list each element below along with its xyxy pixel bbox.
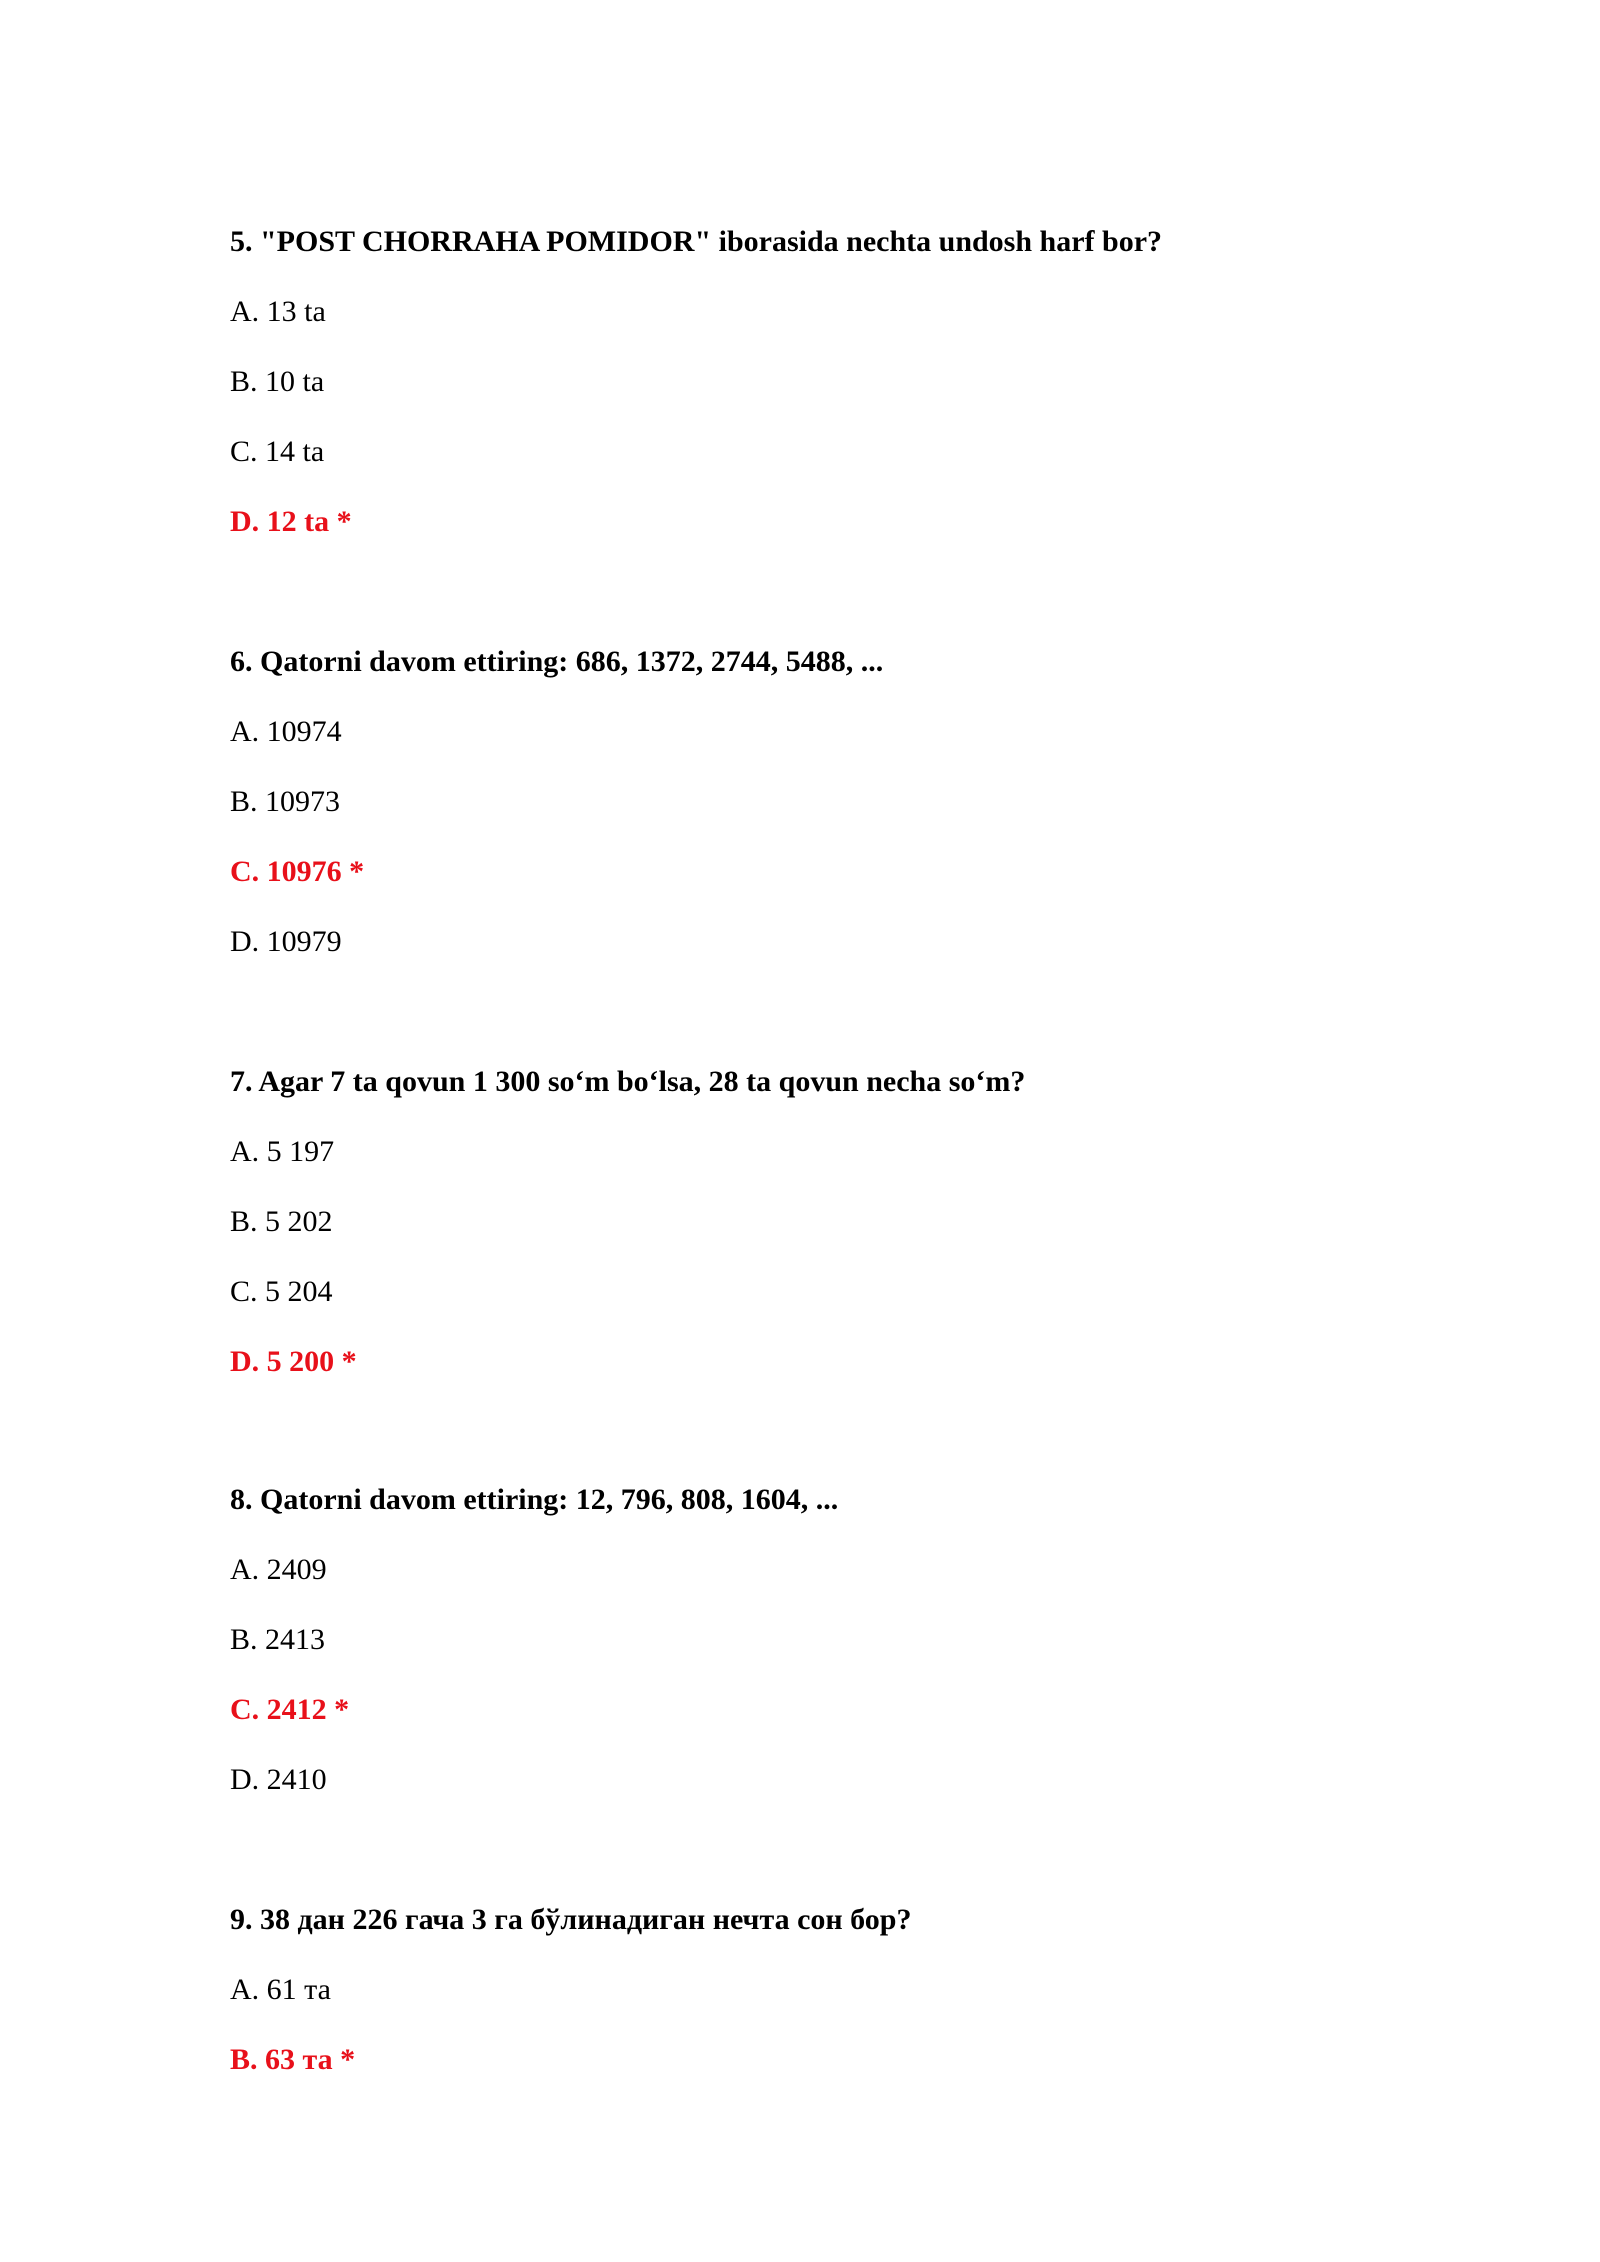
option-b-correct: B. 63 та * [230, 2043, 356, 2076]
option-d-correct: D. 5 200 * [230, 1345, 357, 1378]
question-6 [230, 644, 1470, 960]
question-7 [230, 1064, 1470, 1380]
option-c: C. 5 204 [230, 1275, 333, 1308]
option-a: A. 10974 [230, 715, 342, 748]
option-d: D. 2410 [230, 1763, 327, 1796]
option-a: A. 2409 [230, 1553, 327, 1586]
option-b: B. 5 202 [230, 1205, 333, 1238]
question-8 [230, 1482, 1470, 1798]
option-c-correct: C. 10976 * [230, 855, 365, 888]
option-b: B. 10 ta [230, 365, 325, 398]
option-b: B. 10973 [230, 785, 341, 818]
option-c: C. 14 ta [230, 435, 325, 468]
question-text: 7. Agar 7 ta qovun 1 300 so‘m bo‘lsa, 28 ta qovun necha so‘m? [230, 1065, 1026, 1098]
option-b: B. 2413 [230, 1623, 326, 1656]
option-d: D. 10979 [230, 925, 342, 958]
question-text: 9. 38 дан 226 гача 3 га бўлинадиган нечта сон бор? [230, 1903, 912, 1936]
option-d-correct: D. 12 ta * [230, 505, 352, 538]
question-text: 8. Qatorni davom ettiring: 12, 796, 808, 1604, ... [230, 1483, 839, 1516]
question-text: 5. "POST CHORRAHA POMIDOR" iborasida nechta undosh harf bor? [230, 225, 1163, 258]
option-a: A. 61 та [230, 1973, 331, 2006]
option-a: A. 13 ta [230, 295, 326, 328]
question-9 [230, 1902, 1470, 2078]
option-a: A. 5 197 [230, 1135, 335, 1168]
option-c-correct: C. 2412 * [230, 1693, 350, 1726]
question-5 [230, 224, 1470, 540]
question-text: 6. Qatorni davom ettiring: 686, 1372, 2744, 5488, ... [230, 645, 884, 678]
